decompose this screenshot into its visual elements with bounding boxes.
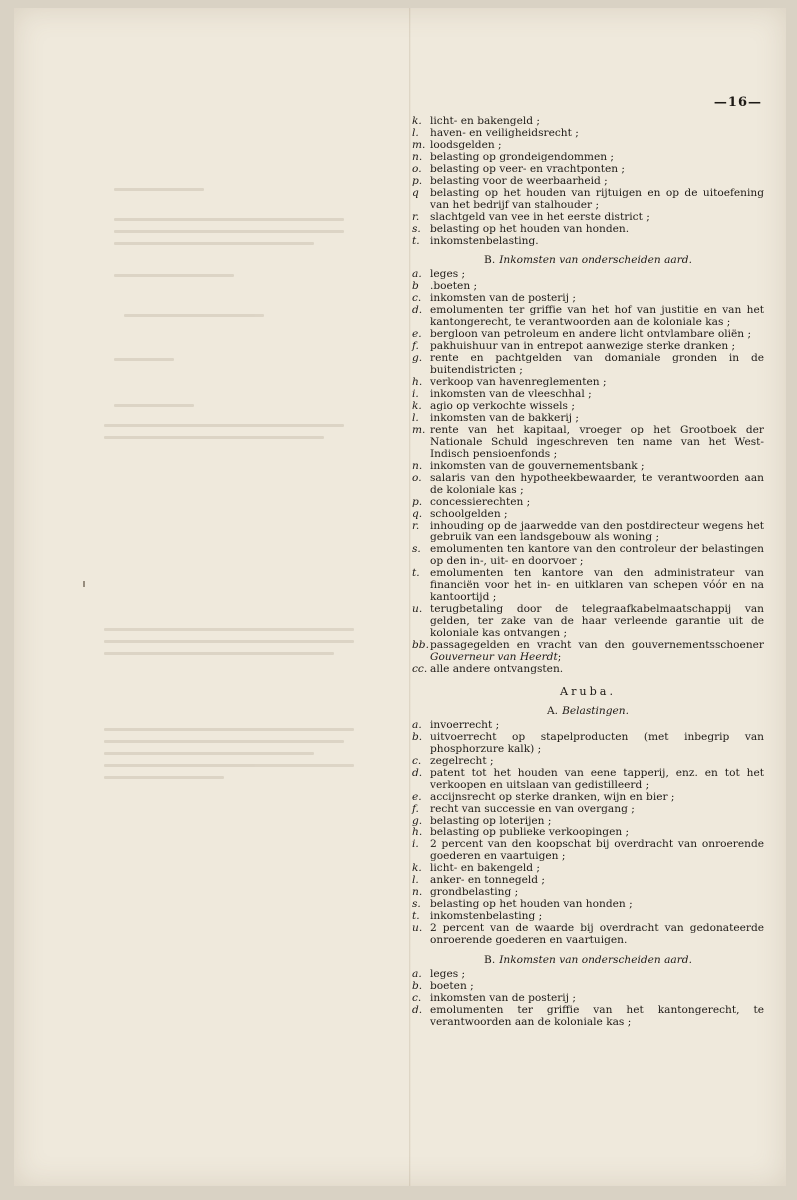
item-text: inkomsten van de posterij ; xyxy=(430,991,576,1004)
item-text: emolumenten ten kantore van den controleur der belastingen op den in-, uit- en doorvoer ; xyxy=(430,543,764,568)
item-label: k. xyxy=(412,862,422,875)
section-heading-aruba-b xyxy=(412,954,764,966)
item-text: belasting op het houden van honden. xyxy=(430,222,630,235)
item-label: t. xyxy=(412,567,420,580)
item-text: 2 percent van den koopschat bij overdracht van onroerende goederen en vaartuigen ; xyxy=(430,838,764,863)
item-text: anker- en tonnegeld ; xyxy=(430,874,546,887)
item-text: emolumenten ter griffie van het hof van justitie en van het kantongerecht, te verantwoorden aan de koloniale kas ; xyxy=(430,304,764,329)
section-title: Belastingen. xyxy=(562,704,629,717)
item-label: p. xyxy=(412,174,423,187)
item-text: invoerrecht ; xyxy=(430,718,500,731)
item-label: d. xyxy=(412,766,423,779)
item-label: n. xyxy=(412,150,423,163)
list-taxes-continued xyxy=(412,116,764,247)
item-label: k. xyxy=(412,399,422,412)
item-label: n. xyxy=(412,886,423,899)
item-text: haven- en veiligheidsrecht ; xyxy=(430,126,579,139)
list-item xyxy=(412,732,764,756)
item-text: inhouding op de jaarwedde van den postdirecteur wegens het gebruik van een landsgebouw als woning ; xyxy=(430,519,764,544)
section-heading-aruba-a xyxy=(412,705,764,717)
bleed-through xyxy=(44,68,374,1068)
margin-mark xyxy=(83,581,85,587)
item-text: ; xyxy=(557,650,562,663)
item-text: grondbelasting ; xyxy=(430,886,519,899)
page-number: —16— xyxy=(713,95,762,110)
section-letter: A. xyxy=(547,704,559,717)
list-item xyxy=(412,568,764,604)
item-label: r. xyxy=(412,519,420,532)
item-text: belasting op veer- en vrachtponten ; xyxy=(430,162,625,175)
item-text: licht- en bakengeld ; xyxy=(430,862,540,875)
list-item xyxy=(412,604,764,640)
item-label: cc. xyxy=(412,662,428,675)
item-label: c. xyxy=(412,754,422,767)
item-text: passagegelden en vracht van den gouvernementsschoener xyxy=(430,639,764,652)
item-label: s. xyxy=(412,898,421,911)
item-label: g. xyxy=(412,814,423,827)
list-item xyxy=(412,425,764,461)
item-text: inkomstenbelasting. xyxy=(430,234,539,247)
list-item xyxy=(412,664,764,676)
item-text: leges ; xyxy=(430,268,466,281)
item-label: m. xyxy=(412,423,426,436)
list-item xyxy=(412,1005,764,1029)
item-label: i. xyxy=(412,388,419,401)
item-label: s. xyxy=(412,543,421,556)
list-other-income xyxy=(412,269,764,675)
item-label: c. xyxy=(412,292,422,305)
item-label: c. xyxy=(412,991,422,1004)
item-text: inkomstenbelasting ; xyxy=(430,910,543,923)
item-text: pakhuishuur van in entrepot aanwezige sterke dranken ; xyxy=(430,340,736,353)
item-text: rente en pachtgelden van domaniale gronden in de buitendistricten ; xyxy=(430,352,764,377)
list-aruba-other-income xyxy=(412,969,764,1029)
item-text: patent tot het houden van eene tapperij, enz. en tot het verkoopen en uitslaan van gedistilleerd ; xyxy=(430,766,764,791)
item-text: agio op verkochte wissels ; xyxy=(430,399,575,412)
item-label: h. xyxy=(412,826,423,839)
item-text: boeten ; xyxy=(430,979,474,992)
list-item xyxy=(412,839,764,863)
item-text: inkomsten van de posterij ; xyxy=(430,292,576,305)
item-text: belasting voor de weerbaarheid ; xyxy=(430,174,608,187)
item-label: o. xyxy=(412,471,422,484)
section-title: Inkomsten van onderscheiden aard. xyxy=(499,254,692,267)
item-label: u. xyxy=(412,603,423,616)
item-label: b xyxy=(412,280,419,293)
item-label: a. xyxy=(412,268,422,281)
item-text: recht van successie en van overgang ; xyxy=(430,802,635,815)
item-text: inkomsten van de bakkerij ; xyxy=(430,411,579,424)
item-label: q xyxy=(412,186,419,199)
list-item xyxy=(412,188,764,212)
item-label: b. xyxy=(412,730,423,743)
region-heading-aruba: Aruba. xyxy=(559,684,617,698)
item-text: salaris van den hypotheekbewaarder, te verantwoorden aan de koloniale kas ; xyxy=(430,471,764,496)
item-text: belasting op het houden van rijtuigen en op de uitoefening van het bedrijf van stalhouder ; xyxy=(430,186,764,211)
item-text: schoolgelden ; xyxy=(430,507,508,520)
page-fold xyxy=(409,8,411,1186)
list-item xyxy=(412,305,764,329)
list-item xyxy=(412,236,764,248)
item-text: inkomsten van de gouvernementsbank ; xyxy=(430,459,645,472)
section-letter: B. xyxy=(484,954,496,966)
item-text: loodsgelden ; xyxy=(430,138,502,151)
item-text: belasting op het houden van honden ; xyxy=(430,898,633,911)
item-text: uitvoerrecht op stapelproducten (met inbegrip van phosphorzure kalk) ; xyxy=(430,730,764,755)
item-text: concessierechten ; xyxy=(430,495,531,508)
list-aruba-taxes xyxy=(412,720,764,947)
item-label: p. xyxy=(412,495,423,508)
item-label: m. xyxy=(412,138,426,151)
item-text: licht- en bakengeld ; xyxy=(430,115,540,127)
list-item xyxy=(412,521,764,545)
item-label: i. xyxy=(412,838,419,851)
item-text: slachtgeld van vee in het eerste district ; xyxy=(430,210,650,223)
item-label: f. xyxy=(412,802,419,815)
section-heading-b xyxy=(412,254,764,266)
item-label: k. xyxy=(412,115,422,127)
item-text: rente van het kapitaal, vroeger op het Grootboek der Nationale Schuld ingeschreven ten name van het West-Indisch pensioenfonds ; xyxy=(430,423,764,460)
item-label: d. xyxy=(412,304,423,317)
item-label: t. xyxy=(412,234,420,247)
item-label: a. xyxy=(412,968,422,980)
list-item xyxy=(412,473,764,497)
item-label: e. xyxy=(412,328,422,341)
section-title: Inkomsten van onderscheiden aard. xyxy=(499,954,692,966)
item-text: inkomsten van de vleeschhal ; xyxy=(430,388,592,401)
item-label: a. xyxy=(412,718,422,731)
item-label: l. xyxy=(412,126,419,139)
list-item xyxy=(412,544,764,568)
item-label: b. xyxy=(412,979,423,992)
item-text: emolumenten ten kantore van den administrateur van financiën voor het in- en uitklaren van schepen vóór en na kantoortijd ; xyxy=(430,567,764,604)
item-text: terugbetaling door de telegraafkabelmaatschappij van gelden, ter zake van de haar verleende garantie uit de koloniale kas ontvangen ; xyxy=(430,603,764,640)
item-label: t. xyxy=(412,910,420,923)
item-text: belasting op grondeigendommen ; xyxy=(430,150,614,163)
list-item xyxy=(412,768,764,792)
item-text: zegelrecht ; xyxy=(430,754,494,767)
item-text: emolumenten ter griffie van het kantongerecht, te verantwoorden aan de koloniale kas ; xyxy=(430,1003,764,1028)
item-text: .boeten ; xyxy=(430,280,478,293)
item-text: bergloon van petroleum en andere licht ontvlambare oliën ; xyxy=(430,328,752,341)
item-label: r. xyxy=(412,210,420,223)
item-label: u. xyxy=(412,922,423,935)
item-text: leges ; xyxy=(430,968,466,980)
item-text: accijnsrecht op sterke dranken, wijn en bier ; xyxy=(430,790,675,803)
item-label: l. xyxy=(412,411,419,424)
item-label: s. xyxy=(412,222,421,235)
item-text: alle andere ontvangsten. xyxy=(430,662,564,675)
item-text: belasting op publieke verkoopingen ; xyxy=(430,826,630,839)
item-label: e. xyxy=(412,790,422,803)
item-text: 2 percent van de waarde bij overdracht van gedonateerde onroerende goederen en vaartuigen. xyxy=(430,922,764,947)
item-label: bb. xyxy=(412,639,429,652)
item-label: f. xyxy=(412,340,419,353)
list-item xyxy=(412,923,764,947)
item-text: belasting op loterijen ; xyxy=(430,814,552,827)
item-text: verkoop van havenreglementen ; xyxy=(430,376,607,389)
item-label: d. xyxy=(412,1003,423,1016)
section-letter: B. xyxy=(484,254,496,267)
item-label: q. xyxy=(412,507,423,520)
item-text: Gouverneur van Heerdt xyxy=(430,650,558,663)
list-item xyxy=(412,640,764,664)
item-label: g. xyxy=(412,352,423,365)
item-label: h. xyxy=(412,376,423,389)
item-label: o. xyxy=(412,162,422,175)
item-label: n. xyxy=(412,459,423,472)
page-content xyxy=(412,95,764,1029)
item-label: l. xyxy=(412,874,419,887)
list-item xyxy=(412,353,764,377)
